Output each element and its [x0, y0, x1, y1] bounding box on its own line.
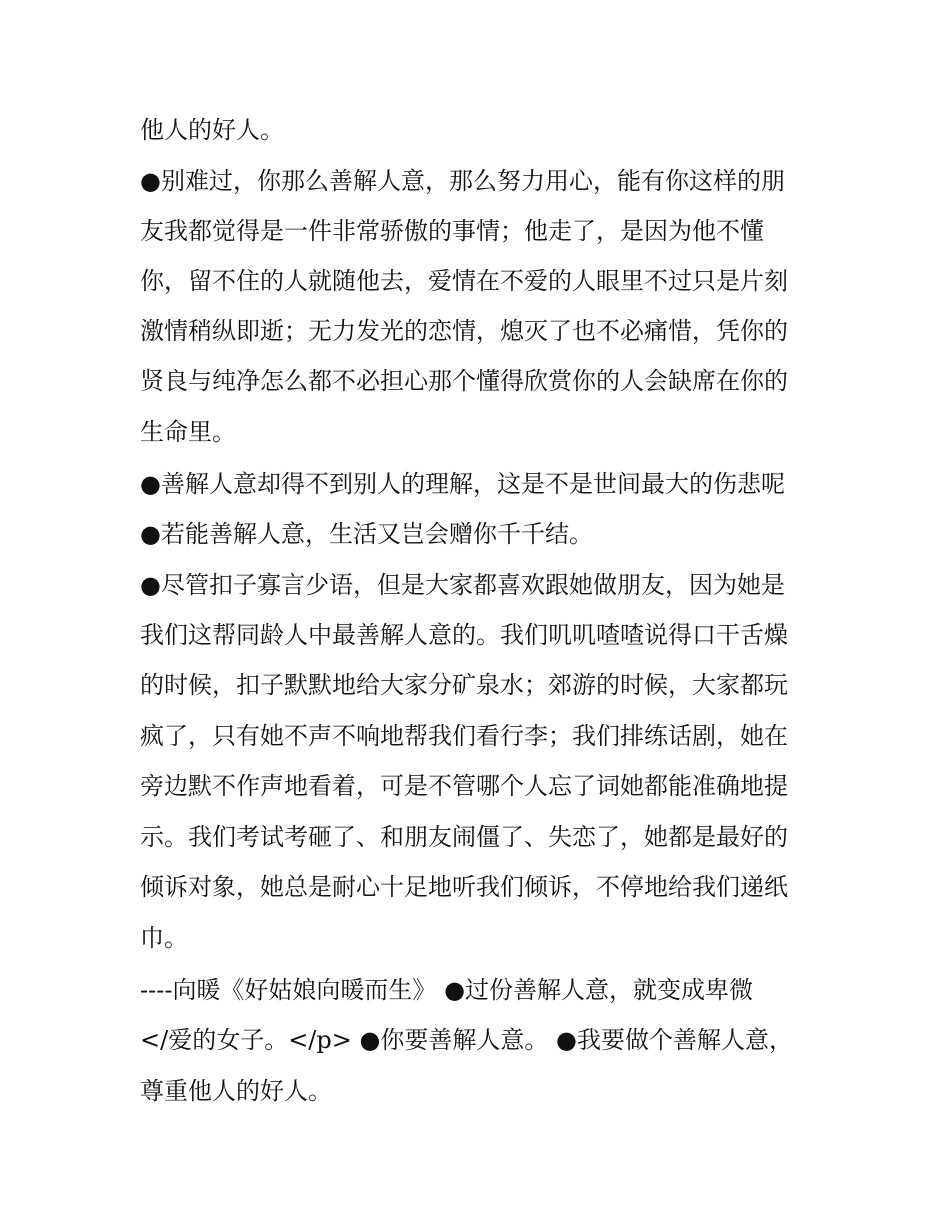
text-line: 我们这帮同龄人中最善解人意的。我们叽叽喳喳说得口干舌燥 [140, 621, 788, 649]
text-line: 他人的好人。 [140, 116, 284, 144]
text-line: 巾。 [140, 924, 188, 952]
text-line: 你，留不住的人就随他去，爱情在不爱的人眼里不过只是片刻 [140, 267, 788, 295]
text-line: 尊重他人的好人。 [140, 1077, 332, 1105]
text-line: ●别难过，你那么善解人意，那么努力用心，能有你这样的朋 [140, 167, 785, 195]
text-line: 的时候，扣子默默地给大家分矿泉水；郊游的时候，大家都玩 [140, 671, 788, 699]
text-line: ----向暖《好姑娘向暖而生》 ●过份善解人意，就变成卑微 [140, 976, 754, 1004]
text-line: 旁边默不作声地看着，可是不管哪个人忘了词她都能准确地提 [140, 772, 788, 800]
text-line: 示。我们考试考砸了、和朋友闹僵了、失恋了，她都是最好的 [140, 823, 788, 851]
text-line: ●若能善解人意，生活又岂会赠你千千结。 [140, 520, 593, 548]
text-line: 友我都觉得是一件非常骄傲的事情；他走了，是因为他不懂 [140, 217, 764, 245]
text-line: 疯了，只有她不声不响地帮我们看行李；我们排练话剧，她在 [140, 722, 788, 750]
text-line: 生命里。 [140, 418, 236, 446]
text-line: 激情稍纵即逝；无力发光的恋情，熄灭了也不必痛惜，凭你的 [140, 317, 788, 345]
text-line: 贤良与纯净怎么都不必担心那个懂得欣赏你的人会缺席在你的 [140, 367, 788, 395]
text-line: 倾诉对象，她总是耐心十足地听我们倾诉，不停地给我们递纸 [140, 873, 788, 901]
text-line: ●尽管扣子寡言少语，但是大家都喜欢跟她做朋友，因为她是 [140, 571, 785, 599]
text-line: ●善解人意却得不到别人的理解，这是不是世间最大的伤悲呢 [140, 470, 785, 498]
text-line: </爱的女子。</p> ●你要善解人意。 ●我要做个善解人意， [140, 1026, 794, 1054]
